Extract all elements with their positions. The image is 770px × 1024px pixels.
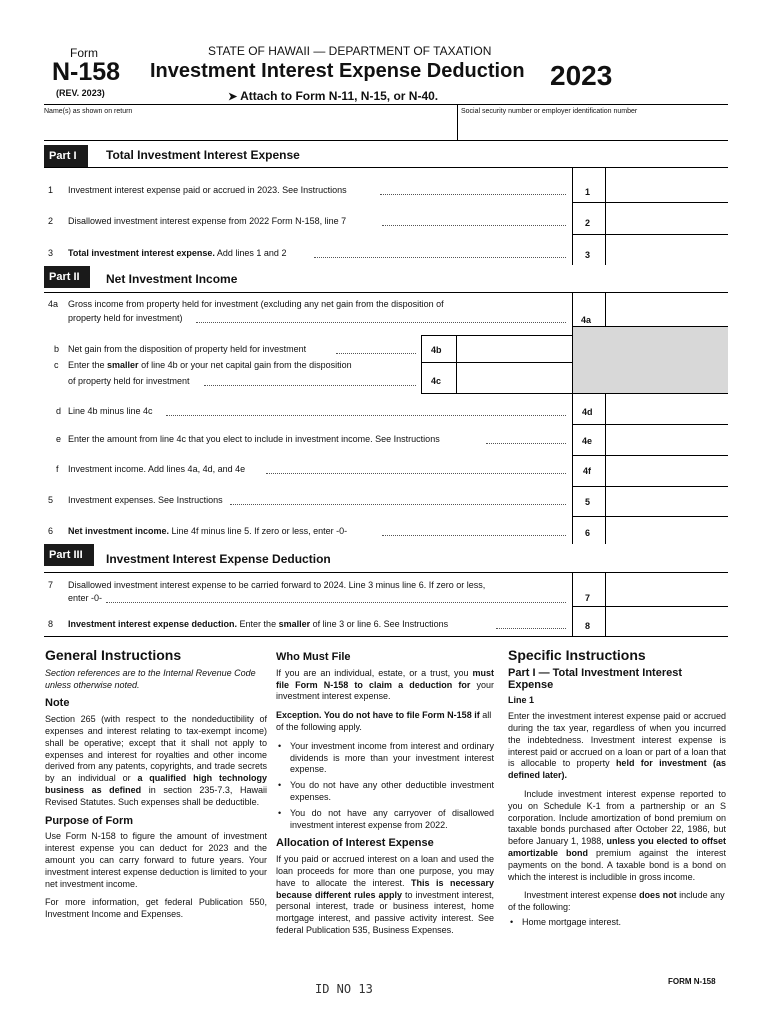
line3-number: 3: [48, 248, 54, 258]
allocation-heading: Allocation of Interest Expense: [276, 837, 434, 850]
line1-instructions-heading: Line 1: [508, 695, 535, 706]
general-intro: Section references are to the Internal Revenue Code unless otherwise noted.: [45, 667, 256, 690]
part2-tag: Part II: [44, 266, 90, 288]
line6-number: 6: [48, 526, 54, 536]
who-must-file-text: If you are an individual, estate, or a trust, you must file Form N-158 to claim a deduction for your investment interest expense.: [276, 667, 495, 702]
header-rule: [44, 104, 728, 105]
line2-box-label: 2: [585, 218, 591, 228]
page-title: Investment Interest Expense Deduction: [150, 60, 525, 82]
part1-title: Total Investment Interest Expense: [106, 148, 300, 162]
arrow-right-icon: ➤: [228, 91, 238, 103]
specific-instructions-heading: Specific Instructions: [508, 647, 646, 663]
part3-title: Investment Interest Expense Deduction: [106, 552, 331, 566]
line4f-amount-input[interactable]: [608, 456, 728, 486]
line1-instructions-text: Enter the investment interest expense paid or accrued during the tax year, regardless of when you incurred the indebtedness. Investment interest expense is interest paid or accrued on a loan or part of a loan that is allocable to property held for investment (as defined later).: [508, 711, 726, 781]
ssn-input[interactable]: [460, 118, 728, 140]
line2-rule: [572, 234, 728, 235]
line1-number: 1: [48, 185, 54, 195]
line4d-leader: [166, 415, 566, 416]
line7-text-2: enter -0-: [68, 593, 103, 603]
line1-rule: [572, 202, 728, 203]
exception-list: [276, 741, 494, 832]
tax-year: 2023: [550, 60, 613, 91]
form-label: Form: [70, 46, 98, 60]
line4c-box-label: 4c: [431, 376, 442, 386]
line6-box-label: 6: [585, 528, 591, 538]
line1-leader: [380, 194, 566, 195]
purpose-text: Use Form N-158 to figure the amount of investment interest expense you can deduct for 2023 and the amount you can carry forward to future years. Your investment interest expense deduction is limited to your net investment income.: [45, 831, 267, 889]
line4a-text-2: property held for investment): [68, 313, 183, 323]
line5-leader: [230, 504, 566, 505]
part1-tag: Part I: [44, 145, 88, 167]
specific-instructions-column: [508, 647, 726, 936]
line4c-rule: [421, 393, 572, 394]
form-number: N-158: [52, 58, 121, 86]
part2-title: Net Investment Income: [106, 272, 238, 286]
line4a-text-1: Gross income from property held for investment (excluding any net gain from the disposition of: [68, 299, 444, 309]
line4a-box-label: 4a: [581, 315, 592, 325]
line4d-number: d: [56, 406, 62, 416]
line4f-box-label: 4f: [583, 466, 592, 476]
line4a-leader: [196, 322, 566, 323]
line4c-leader: [204, 385, 416, 386]
list-item: • You do not have any other deductible investment expenses.: [286, 780, 494, 804]
name-field-divider: [457, 104, 458, 140]
purpose-heading: Purpose of Form: [45, 814, 134, 827]
line1-amount-input[interactable]: [608, 172, 728, 202]
line4c-number: c: [54, 360, 59, 370]
line4f-leader: [266, 473, 566, 474]
attach-instruction: ➤ Attach to Form N-11, N-15, or N-40.: [228, 89, 439, 103]
line6-amount-input[interactable]: [608, 517, 728, 544]
line3-text: Total investment interest expense. Add lines 1 and 2: [68, 248, 287, 258]
line4c-text-2: of property held for investment: [68, 376, 190, 386]
line1-text: Investment interest expense paid or accrued in 2023. See Instructions: [68, 185, 347, 195]
list-item: • Your investment income from interest and ordinary dividends is more than your investment interest expense.: [286, 741, 494, 776]
line4a-amount-input[interactable]: [608, 296, 728, 326]
line4b-box-label: 4b: [431, 345, 442, 355]
exclusions-text: Investment interest expense does not include any of the following:: [508, 890, 725, 913]
line2-leader: [382, 225, 566, 226]
line3-box-label: 3: [585, 250, 591, 260]
line8-leader: [496, 628, 566, 629]
line4e-leader: [486, 443, 566, 444]
exception-text: Exception. You do not have to file Form N-158 if all of the following apply.: [276, 710, 492, 732]
line7-text-1: Disallowed investment interest expense to be carried forward to 2024. Line 3 minus line 6. If zero or less,: [68, 580, 486, 590]
footer-form-ref: FORM N-158: [668, 977, 716, 986]
line2-text: Disallowed investment interest expense from 2022 Form N-158, line 7: [68, 216, 347, 226]
line4e-amount-input[interactable]: [608, 425, 728, 455]
line4f-text: Investment income. Add lines 4a, 4d, and 4e: [68, 464, 246, 474]
form-revision: (REV. 2023): [56, 88, 105, 98]
line4d-box-label: 4d: [582, 407, 593, 417]
line3-amount-input[interactable]: [608, 236, 728, 265]
line4d-amount-input[interactable]: [608, 394, 728, 424]
line4e-number: e: [56, 434, 62, 444]
line5-number: 5: [48, 495, 54, 505]
part3-rule: [44, 572, 728, 573]
line4b-number: b: [54, 344, 60, 354]
who-must-file-heading: Who Must File: [276, 651, 351, 663]
line4a-number: 4a: [48, 299, 59, 309]
line8-text: Investment interest expense deduction. Enter the smaller of line 3 or line 6. See Instructions: [68, 619, 449, 629]
exclusions-list: [508, 917, 726, 929]
line8-number: 8: [48, 619, 54, 629]
id-number: ID NO 13: [315, 982, 373, 996]
line7-amount-input[interactable]: [608, 574, 728, 606]
line7-box-label: 7: [585, 593, 591, 603]
line6-leader: [382, 535, 566, 536]
line3-leader: [314, 257, 566, 258]
general-instructions-heading: General Instructions: [45, 647, 182, 663]
line4c-text-1: Enter the smaller of line 4b or your net capital gain from the disposition: [68, 360, 352, 370]
line5-text: Investment expenses. See Instructions: [68, 495, 223, 505]
line5-box-label: 5: [585, 497, 591, 507]
more-info-text: For more information, get federal Publication 550, Investment Income and Expenses.: [45, 897, 267, 920]
note-text: Section 265 (with respect to the nondeductibility of expenses and interest relating to tax-exempt income) shall be operative; except that it shall not apply to expenses and interest for royalties and other income derived from any patents, copyrights, and trade secrets by an individual or a qualified high technology business as defined in section 235-7.3, Hawaii Revised Statutes. Such expenses shall be deductible.: [45, 714, 268, 807]
field-bottom-rule: [44, 140, 728, 141]
part2-rule: [44, 292, 728, 293]
names-label: Name(s) as shown on return: [44, 108, 133, 115]
list-item: • Home mortgage interest.: [518, 917, 726, 929]
line4b-leader: [336, 353, 416, 354]
line7-leader: [106, 602, 566, 603]
part1-instructions-heading: Part I — Total Investment Interest Expense: [508, 666, 683, 691]
part1-rule: [44, 167, 728, 168]
line4b-amount-input[interactable]: [458, 336, 571, 362]
list-item: • You do not have any carryover of disallowed investment interest expense from 2022.: [286, 808, 494, 832]
k1-instructions-text: Include investment interest expense reported to you on Schedule K-1 from a partnership or an S corporation. Include amortization of bond premium on taxable bonds purchased after October 22, 1986, but before January 1, 1988, unless you elected to offset amortizable bond premium against the interest payments on the bond. A taxable bond is a bond on which the interest is includible in gross income.: [508, 788, 726, 882]
line8-amount-input[interactable]: [608, 607, 728, 636]
allocation-text: If you paid or accrued interest on a loan and used the loan proceeds for more than one purpose, you may have to allocate the interest. This is necessary because different rules apply to investment interest, personal interest, trade or business interest, home mortgage interest, and passive activity interest. See federal Publication 535, Business Expenses.: [276, 854, 494, 935]
line5-amount-input[interactable]: [608, 487, 728, 516]
line4e-box-label: 4e: [582, 436, 593, 446]
line4d-text: Line 4b minus line 4c: [68, 406, 153, 416]
shaded-area: [573, 327, 728, 393]
line6-text: Net investment income. Line 4f minus line 5. If zero or less, enter -0-: [68, 526, 348, 536]
note-heading: Note: [45, 697, 70, 710]
part3-tag: Part III: [44, 544, 94, 566]
who-must-file-column: [276, 652, 494, 944]
line4b-text: Net gain from the disposition of property held for investment: [68, 344, 307, 354]
form-bottom-rule: [44, 636, 728, 637]
line4f-number: f: [56, 464, 59, 474]
line7-number: 7: [48, 580, 54, 590]
agency-name: STATE OF HAWAII — DEPARTMENT OF TAXATION: [208, 44, 492, 58]
name-input[interactable]: [44, 118, 455, 140]
general-instructions-column: [45, 647, 268, 928]
line2-amount-input[interactable]: [608, 204, 728, 234]
ssn-label: Social security number or employer identification number: [461, 108, 638, 115]
line1-box-label: 1: [585, 187, 591, 197]
line2-number: 2: [48, 216, 54, 226]
line8-box-label: 8: [585, 621, 591, 631]
line4c-amount-input[interactable]: [458, 363, 571, 393]
line4e-text: Enter the amount from line 4c that you elect to include in investment income. See Instructions: [68, 434, 440, 444]
